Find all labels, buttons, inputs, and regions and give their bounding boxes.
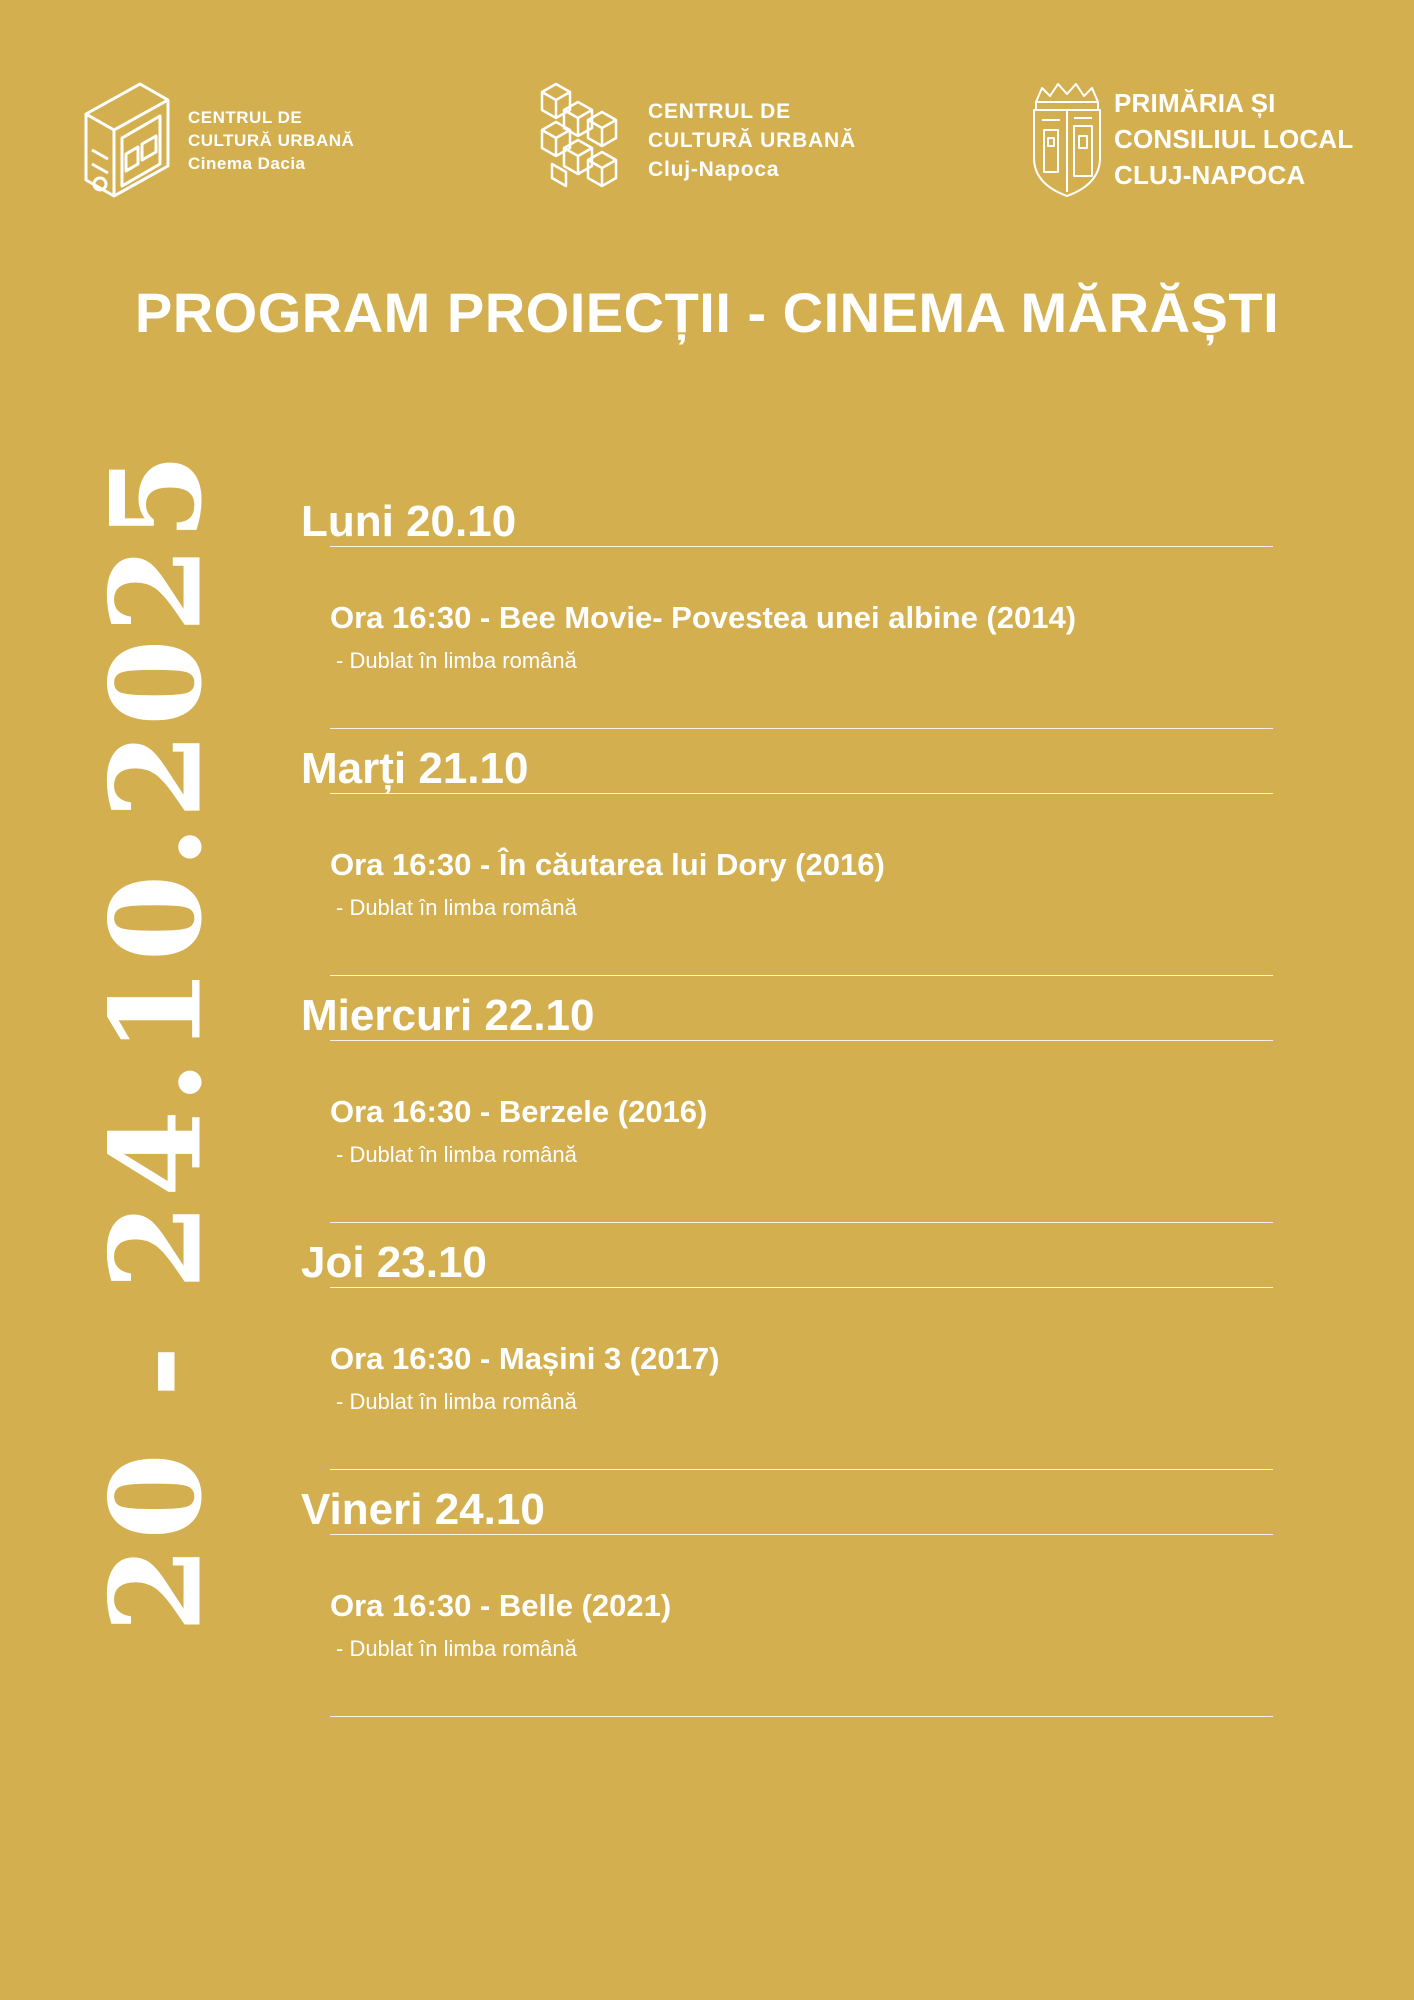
dubbing-note: - Dublat în limba română (336, 1389, 577, 1414)
day-block-vineri (0, 1486, 1414, 1733)
date-range: 20 - 24.10.2025 (83, 447, 230, 1633)
screening-title: Ora 16:30 - Berzele (2016) (330, 1094, 708, 1129)
day-block-marti (0, 745, 1414, 992)
dubbing-note: - Dublat în limba română (336, 1142, 577, 1167)
day-block-miercuri (0, 992, 1414, 1239)
logo-ccu-cluj-napoca (538, 80, 856, 200)
screening-title: Ora 16:30 - În căutarea lui Dory (2016) (330, 847, 885, 882)
day-heading: Miercuri 22.10 (301, 991, 595, 1040)
day-heading: Vineri 24.10 (301, 1485, 545, 1534)
dubbing-note: - Dublat în limba română (336, 648, 577, 673)
divider (330, 1287, 1273, 1288)
logo2-line2: CULTURĂ URBANĂ (648, 128, 856, 152)
logo1-line3: Cinema Dacia (188, 153, 306, 173)
logo3-line2: CONSILIUL LOCAL (1114, 124, 1354, 154)
logo3-line1: PRIMĂRIA ȘI (1114, 88, 1276, 118)
logo2-line3: Cluj-Napoca (648, 157, 780, 181)
divider (330, 1040, 1273, 1041)
divider (330, 793, 1273, 794)
cinema-dacia-logo-icon (82, 80, 172, 200)
screening-title: Ora 16:30 - Belle (2021) (330, 1588, 672, 1623)
divider (330, 1222, 1273, 1223)
dubbing-note: - Dublat în limba română (336, 1636, 577, 1661)
day-heading: Marți 21.10 (301, 744, 529, 793)
coat-of-arms-icon (1030, 80, 1104, 198)
divider (330, 975, 1273, 976)
logo1-line2: CULTURĂ URBANĂ (188, 130, 355, 150)
divider (330, 546, 1273, 547)
dubbing-note: - Dublat în limba română (336, 895, 577, 920)
logo-primaria-cluj-napoca (1030, 80, 1353, 198)
screening-title: Ora 16:30 - Bee Movie- Povestea unei albine (2014) (330, 600, 1077, 635)
day-block-joi (0, 1239, 1414, 1486)
logo-cinema-dacia (82, 80, 354, 200)
divider (330, 1469, 1273, 1470)
divider (330, 1716, 1273, 1717)
logo1-line1: CENTRUL DE (188, 107, 303, 127)
screening-title: Ora 16:30 - Mașini 3 (2017) (330, 1341, 720, 1376)
divider (330, 1534, 1273, 1535)
day-heading: Luni 20.10 (301, 497, 517, 546)
cubes-logo-icon (538, 80, 628, 200)
logo3-line3: CLUJ-NAPOCA (1114, 160, 1306, 190)
logo2-line1: CENTRUL DE (648, 99, 791, 123)
day-heading: Joi 23.10 (301, 1238, 487, 1287)
page-title: PROGRAM PROIECȚII - CINEMA MĂRĂȘTI (134, 281, 1280, 344)
day-block-luni (0, 498, 1414, 745)
divider (330, 728, 1273, 729)
